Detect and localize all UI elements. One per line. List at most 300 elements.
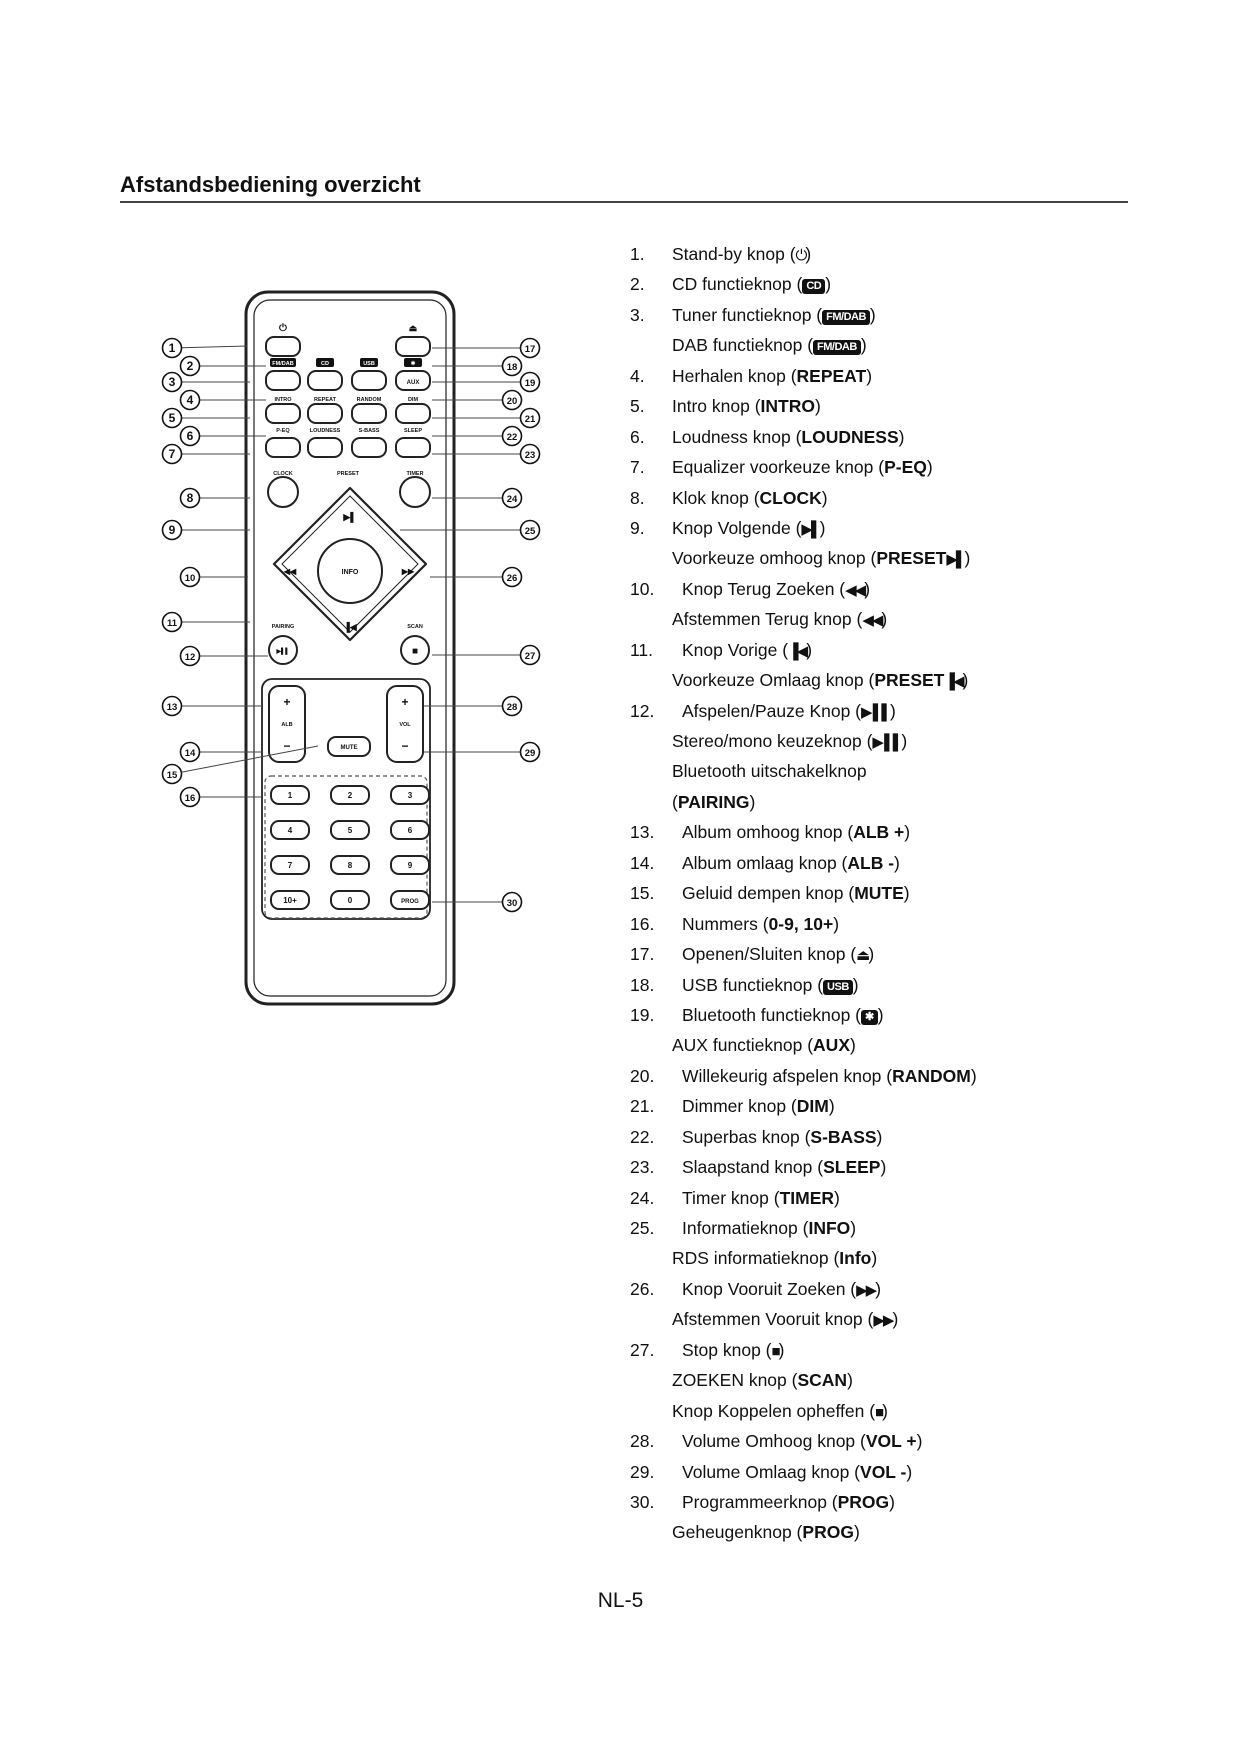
legend-text-part: Knop Volgende ( [672, 517, 802, 538]
legend-item-number: 21. [630, 1096, 655, 1117]
legend-text-part: Volume Omlaag knop ( [682, 1461, 861, 1482]
legend-text-part: Knop Vooruit Zoeken ( [682, 1278, 857, 1299]
legend-item-number: 14. [630, 852, 655, 873]
legend-text-part: PRESET [874, 670, 945, 691]
sleep-label: SLEEP [403, 428, 423, 434]
legend-item-text [672, 1396, 888, 1428]
legend-item-text [682, 635, 812, 667]
legend-text-part: Volume Omhoog knop ( [682, 1431, 866, 1452]
legend-text-part: ( [672, 791, 678, 812]
legend-text-part: ) [881, 609, 888, 630]
legend-text-part: RANDOM [892, 1065, 971, 1086]
callout-leader [172, 346, 247, 348]
legend-text-part: Slaapstand knop ( [682, 1157, 824, 1178]
button-symbol-icon: ◀◀ [845, 581, 865, 599]
legend-item [630, 1213, 1190, 1243]
numpad-key-label: 8 [347, 861, 353, 870]
callout-number: 20 [506, 396, 518, 407]
legend-text-part: S-BASS [810, 1126, 877, 1147]
legend-item-text [682, 1274, 881, 1306]
legend-text-part: Timer knop ( [682, 1187, 780, 1208]
legend-item [630, 1000, 1190, 1030]
callout-number: 1 [168, 341, 176, 355]
legend-text-part: ) [834, 1187, 840, 1208]
function-badge: ✱ [861, 1010, 878, 1025]
legend-item-text [672, 1517, 860, 1547]
legend-item-number: 17. [630, 944, 655, 965]
legend-text-part: PRESET [876, 548, 947, 569]
callout-number: 8 [186, 491, 194, 505]
legend-text-part: Loudness knop ( [672, 426, 802, 447]
standby-button [266, 337, 300, 356]
album-label: ALB [281, 722, 293, 728]
legend-item [630, 422, 1190, 452]
callout-number: 5 [168, 411, 176, 425]
legend-item [630, 1183, 1190, 1213]
legend-text-part: Voorkeuze Omlaag knop ( [672, 670, 875, 691]
callout-number: 4 [186, 393, 194, 407]
intro-button [266, 404, 300, 423]
legend-text-part: MUTE [854, 883, 904, 904]
callout-number: 25 [524, 526, 536, 537]
legend-text-part: ) [869, 304, 876, 325]
legend-text-part: ) [904, 822, 911, 843]
legend-text-part: Album omhoog knop ( [682, 822, 854, 843]
legend-text-part: P-EQ [884, 457, 927, 478]
legend-text-part: ) [825, 274, 832, 295]
button-symbol-icon: ▶ ▌▌ [872, 734, 902, 751]
legend-text-part: ) [898, 426, 905, 447]
legend-item [630, 726, 1190, 756]
legend-item-text [682, 1091, 835, 1121]
legend-item-number: 13. [630, 822, 655, 843]
legend-item [630, 330, 1190, 360]
legend-text-part: ) [875, 1278, 882, 1299]
legend-text-part: PROG [802, 1522, 854, 1543]
button-symbol-icon: ▶▶ [873, 1312, 893, 1330]
legend-item-number: 25. [630, 1218, 655, 1238]
bluetooth-label: ✱ [410, 361, 416, 367]
legend-text-part: Klok knop ( [672, 487, 760, 508]
function-badge: CD [802, 279, 825, 294]
album-plus-label: + [283, 695, 291, 709]
legend-text-part: ) [889, 1491, 895, 1512]
button-symbol-icon: ⏏ [856, 947, 869, 965]
legend-text-part: Bluetooth functieknop ( [682, 1004, 862, 1025]
legend-item-number: 9. [630, 517, 645, 538]
legend-text-part: RDS informatieknop ( [672, 1248, 840, 1269]
legend-item-text [682, 574, 870, 606]
legend-item-text [672, 756, 867, 786]
legend-item-text [672, 422, 904, 452]
legend-item [630, 1426, 1190, 1456]
legend-text-part: ALB + [853, 822, 905, 843]
legend-text-part: DAB functieknop ( [672, 335, 814, 356]
legend-text-part: ) [964, 548, 971, 569]
callout-number: 3 [168, 375, 176, 389]
legend-item-text [682, 909, 839, 939]
legend-text-part: Stereo/mono keuzeknop ( [672, 731, 873, 751]
timer-label: TIMER [406, 471, 424, 477]
legend-text-part: AUX functieknop ( [672, 1035, 814, 1056]
legend-text-part: ) [871, 1248, 878, 1269]
legend-text-part: Equalizer voorkeuze knop ( [672, 457, 885, 478]
legend-text-part: 0-9, 10+ [768, 913, 834, 934]
repeat-button [308, 404, 342, 423]
legend-item-text [682, 1457, 912, 1487]
callout-number: 26 [506, 573, 518, 584]
legend-item [630, 391, 1190, 421]
legend-item-text [682, 848, 900, 878]
legend-item [630, 1365, 1190, 1395]
legend-item-text [682, 1487, 895, 1517]
legend-text-part: CLOCK [759, 487, 822, 508]
legend-text-part: Afstemmen Terug knop ( [672, 609, 863, 630]
numpad-key-label: 2 [347, 791, 353, 800]
volume-label: VOL [399, 722, 411, 728]
legend-item [630, 878, 1190, 908]
legend-item [630, 574, 1190, 604]
callout-number: 2 [186, 359, 194, 373]
legend-item-text [682, 1213, 856, 1243]
legend-text-part: Informatieknop ( [682, 1218, 809, 1238]
play-pause-icon: ▶▌▌ [276, 649, 290, 655]
legend-text-part: Voorkeuze omhoog knop ( [672, 548, 877, 569]
button-symbol-icon: ⏻ [795, 247, 806, 264]
legend-text-part: TIMER [779, 1187, 835, 1208]
button-symbol-icon: ▐◀ [944, 673, 963, 691]
button-symbol-icon: ▶ ▌▌ [861, 703, 890, 721]
numpad-key-label: 1 [287, 791, 293, 800]
legend-text-part: Openen/Sluiten knop ( [682, 944, 857, 965]
usb-button [352, 371, 386, 390]
numpad-key-label: 4 [287, 826, 293, 835]
legend-item [630, 970, 1190, 1000]
legend-item-text [682, 1152, 886, 1182]
legend-text-part: ) [860, 335, 867, 356]
aux-label: AUX [406, 380, 420, 386]
legend-item [630, 300, 1190, 330]
legend-item-number: 5. [630, 396, 645, 417]
legend-text-part: ) [866, 365, 873, 386]
legend-text-part: ) [819, 517, 826, 538]
legend-text-part: ) [814, 396, 821, 417]
legend-item-text [672, 787, 755, 817]
legend-item-text [672, 665, 968, 697]
button-symbol-icon: ▶▶ [856, 1281, 876, 1299]
button-symbol-icon: ■ [771, 1342, 779, 1360]
legend-text-part: ) [916, 1431, 923, 1452]
legend-text-part: ) [903, 883, 910, 904]
preset-label: PRESET [336, 471, 360, 477]
legend-text-part: PROG [837, 1491, 890, 1512]
random-label: RANDOM [356, 397, 382, 403]
callout-number: 15 [166, 770, 178, 781]
legend-item [630, 543, 1190, 573]
page-number: NL-5 [597, 1589, 644, 1612]
legend-text-part: Superbas knop ( [682, 1126, 811, 1147]
legend-item [630, 1030, 1190, 1060]
legend-item-text [682, 939, 874, 971]
function-badge: FM/DAB [813, 340, 861, 355]
usb-label: USB [363, 361, 375, 367]
legend-text-part: ) [833, 913, 840, 934]
legend-item-text [672, 1365, 853, 1395]
legend-item [630, 1335, 1190, 1365]
legend-item [630, 1487, 1190, 1517]
legend-text-part: Knop Koppelen opheffen ( [672, 1400, 876, 1421]
legend-item [630, 452, 1190, 482]
cd-label: CD [321, 361, 329, 367]
callout-number: 29 [524, 748, 536, 759]
title-divider [120, 201, 1128, 203]
next-icon: ▶▌ [343, 512, 357, 522]
button-legend-list [630, 239, 1190, 1548]
numpad-key-label: 0 [347, 896, 353, 905]
legend-item-number: 3. [630, 304, 645, 325]
legend-text-part: ) [889, 700, 896, 721]
legend-text-part: INFO [808, 1218, 851, 1238]
legend-text-part: ) [926, 457, 933, 478]
legend-item-text [682, 878, 910, 908]
legend-item-text [682, 1122, 882, 1152]
legend-text-part: ) [970, 1065, 977, 1086]
legend-item-text [672, 452, 933, 482]
legend-text-part: Programmeerknop ( [682, 1491, 838, 1512]
legend-item [630, 1152, 1190, 1182]
legend-item-text [682, 696, 896, 728]
volume-plus-label: + [401, 695, 409, 709]
button-symbol-icon: ▐◀ [788, 642, 807, 660]
legend-item-number: 8. [630, 487, 645, 508]
callout-number: 13 [166, 702, 178, 713]
legend-item-number: 1. [630, 244, 645, 264]
legend-item-number: 11. [630, 639, 654, 660]
callout-number: 28 [506, 702, 518, 713]
legend-item-number: 4. [630, 365, 645, 386]
legend-item [630, 269, 1190, 299]
legend-item-number: 20. [630, 1065, 655, 1086]
dim-button [396, 404, 430, 423]
legend-text-part: ) [749, 791, 756, 812]
callout-number: 9 [168, 523, 176, 537]
stop-icon: ■ [411, 646, 419, 657]
legend-item [630, 756, 1190, 786]
eject-icon: ⏏ [408, 323, 418, 333]
callout-number: 21 [524, 414, 536, 425]
legend-item [630, 1517, 1190, 1547]
legend-text-part: VOL - [860, 1461, 907, 1482]
legend-item-number: 19. [630, 1004, 655, 1025]
callout-number: 22 [506, 432, 518, 443]
legend-item [630, 513, 1190, 543]
legend-item-text [682, 1061, 977, 1091]
callout-number: 6 [186, 429, 194, 443]
legend-text-part: ) [778, 1339, 785, 1360]
legend-text-part: CD functieknop ( [672, 274, 803, 295]
legend-item [630, 665, 1190, 695]
pairing-label: PAIRING [271, 624, 295, 630]
legend-text-part: Geheugenknop ( [672, 1522, 803, 1543]
legend-item-number: 22. [630, 1126, 655, 1147]
legend-text-part: ) [962, 670, 969, 691]
scan-label: SCAN [407, 624, 423, 630]
legend-item-text [672, 1243, 877, 1273]
callout-number: 17 [524, 344, 536, 355]
legend-text-part: Dimmer knop ( [682, 1096, 797, 1117]
legend-text-part: ) [901, 731, 908, 751]
button-symbol-icon: ■ [875, 1403, 883, 1421]
legend-item-text [672, 604, 887, 636]
mute-label: MUTE [340, 745, 358, 751]
callout-number: 16 [184, 793, 196, 804]
legend-item [630, 848, 1190, 878]
legend-item-text [672, 483, 828, 513]
callout-number: 14 [184, 748, 196, 759]
legend-text-part: ) [852, 974, 859, 995]
legend-item-text [672, 726, 907, 758]
legend-text-part: DIM [796, 1096, 829, 1117]
legend-text-part: ) [868, 944, 875, 965]
button-symbol-icon: ▶▌ [801, 520, 820, 538]
legend-item-number: 2. [630, 274, 645, 295]
legend-text-part: ) [882, 1400, 888, 1421]
legend-item-number: 24. [630, 1187, 655, 1208]
legend-item [630, 635, 1190, 665]
legend-text-part: Stop knop ( [682, 1339, 772, 1360]
sleep-button [396, 438, 430, 457]
legend-text-part: ) [864, 578, 871, 599]
numpad-key-label: 6 [407, 826, 413, 835]
legend-text-part: Intro knop ( [672, 396, 761, 417]
legend-item-number: 28. [630, 1431, 655, 1452]
legend-text-part: ) [847, 1370, 853, 1391]
loudness-label: LOUDNESS [309, 428, 341, 434]
legend-item-text [682, 1426, 922, 1456]
callout-number: 12 [184, 652, 196, 663]
callout-number: 10 [184, 573, 196, 584]
legend-text-part: Tuner functieknop ( [672, 304, 823, 325]
legend-text-part: Afspelen/Pauze Knop ( [682, 700, 862, 721]
legend-item-text [682, 1183, 840, 1213]
legend-item [630, 787, 1190, 817]
legend-item-text [682, 1000, 884, 1030]
callout-number: 18 [506, 362, 518, 373]
intro-label: INTRO [274, 397, 292, 403]
callout-number: 30 [506, 898, 518, 909]
eject-button [396, 337, 430, 356]
s-bass-button [352, 438, 386, 457]
legend-item-text [672, 543, 970, 575]
legend-item [630, 1396, 1190, 1426]
legend-text-part: Info [839, 1248, 872, 1269]
legend-text-part: ) [821, 487, 828, 508]
function-badge: USB [823, 980, 853, 995]
legend-item-number: 18. [630, 974, 655, 995]
info-label: INFO [341, 569, 359, 576]
legend-item-text [672, 1304, 898, 1336]
numpad-key-label: 7 [287, 861, 293, 870]
legend-item-text [682, 970, 859, 1000]
legend-item-number: 27. [630, 1339, 655, 1360]
timer-button [400, 477, 430, 507]
dim-label: DIM [407, 397, 419, 403]
legend-text-part: ) [880, 1157, 887, 1178]
legend-text-part: INTRO [760, 396, 815, 417]
legend-item-number: 10. [630, 578, 655, 599]
fmdab-button [266, 371, 300, 390]
legend-item-number: 23. [630, 1157, 655, 1178]
fast-forward-icon: ▶▶ [401, 567, 415, 576]
legend-item-text [672, 391, 821, 421]
button-symbol-icon: ▶▌ [946, 551, 965, 569]
legend-text-part: ZOEKEN knop ( [672, 1370, 798, 1391]
button-symbol-icon: ◀◀ [862, 612, 882, 630]
legend-text-part: REPEAT [796, 365, 867, 386]
legend-text-part: SCAN [797, 1370, 848, 1391]
s-bass-label: S-BASS [358, 428, 380, 434]
legend-item [630, 361, 1190, 391]
legend-item-text [672, 361, 872, 391]
legend-item [630, 1304, 1190, 1334]
callout-number: 23 [524, 450, 536, 461]
callout-number: 7 [168, 447, 176, 461]
legend-item-number: 7. [630, 457, 645, 478]
legend-item [630, 604, 1190, 634]
legend-item [630, 1243, 1190, 1273]
standby-icon: ⏻ [279, 323, 287, 334]
legend-text-part: Willekeurig afspelen knop ( [682, 1065, 893, 1086]
legend-item [630, 239, 1190, 269]
legend-item-number: 12. [630, 700, 655, 721]
legend-item [630, 909, 1190, 939]
legend-item-number: 15. [630, 883, 655, 904]
legend-text-part: ) [894, 852, 900, 873]
remote-control-diagram [148, 280, 578, 1020]
legend-text-part: USB functieknop ( [682, 974, 824, 995]
legend-item [630, 696, 1190, 726]
legend-item-text [672, 269, 831, 299]
legend-text-part: ) [828, 1096, 835, 1117]
function-badge: FM/DAB [822, 310, 870, 325]
callout-number: 19 [524, 378, 536, 389]
legend-item-number: 30. [630, 1491, 655, 1512]
legend-text-part: LOUDNESS [801, 426, 899, 447]
rewind-icon: ◀◀ [283, 567, 297, 576]
legend-text-part: VOL + [865, 1431, 917, 1452]
page-title: Afstandsbediening overzicht [120, 172, 421, 197]
legend-text-part: Album omlaag knop ( [682, 852, 848, 873]
previous-icon: ▐◀ [343, 622, 357, 632]
legend-text-part: ) [850, 1035, 856, 1056]
numpad-key-label: 9 [407, 861, 413, 870]
p-eq-label: P-EQ [276, 428, 290, 434]
fmdab-label: FM/DAB [272, 361, 294, 367]
callout-number: 24 [506, 494, 518, 505]
legend-text-part: ) [876, 1126, 883, 1147]
legend-item-number: 26. [630, 1278, 655, 1299]
legend-text-part: ) [850, 1218, 857, 1238]
clock-label: CLOCK [273, 471, 293, 477]
legend-text-part: AUX [813, 1035, 850, 1056]
legend-item-text [672, 300, 876, 330]
callout-number: 11 [166, 618, 178, 629]
legend-text-part: SLEEP [823, 1157, 881, 1178]
legend-item [630, 1122, 1190, 1152]
legend-text-part: Herhalen knop ( [672, 365, 797, 386]
legend-item-number: 16. [630, 913, 655, 934]
volume-minus-label: − [401, 739, 409, 753]
